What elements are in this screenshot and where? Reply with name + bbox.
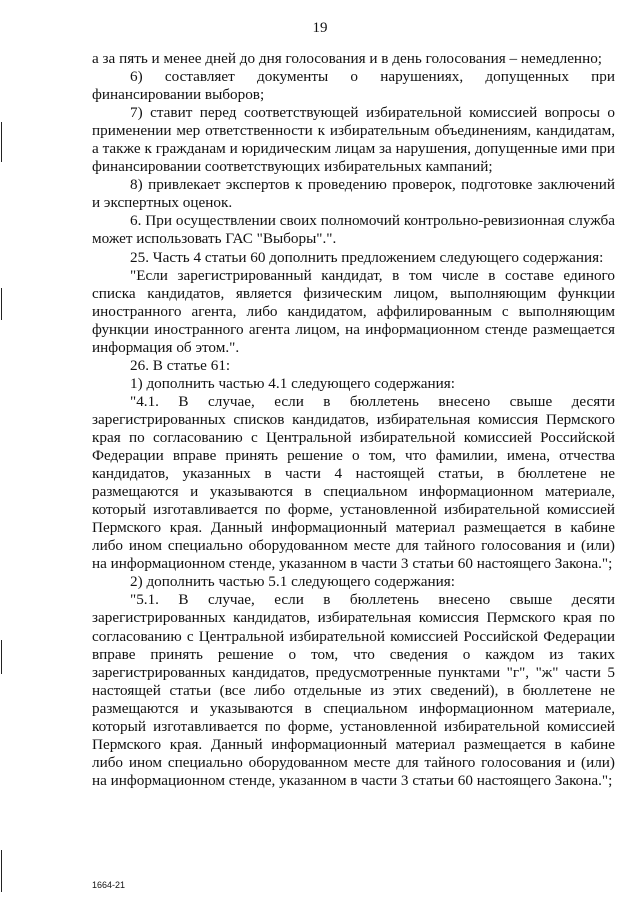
paragraph: "4.1. В случае, если в бюллетень внесено свыше десяти зарегистрированных списков кандидатов, избирательная комиссия Пермского края по согласованию с Центральной избирательной комиссией Российской Федерации вправе принять решение о том, что фамилии, имена, отчества кандидатов, указанных в части 4 настоящей статьи, в бюллетене не размещаются и указываются в специальном информационном материале, который изготавливается по форме, установленной избирательной комиссией Пермского края. Данный информационный материал размещается в кабине либо ином специально оборудованном месте для тайного голосования и (или) на информационном стенде, указанном в части 3 статьи 60 настоящего Закона.";: [92, 392, 615, 573]
left-edge-mark: [1, 122, 2, 162]
paragraph: 2) дополнить частью 5.1 следующего содержания:: [130, 573, 455, 591]
left-edge-mark: [1, 640, 2, 674]
paragraph: 25. Часть 4 статьи 60 дополнить предложением следующего содержания:: [130, 248, 604, 266]
paragraph: 6) составляет документы о нарушениях, допущенных при финансировании выборов;: [92, 68, 615, 104]
paragraph: "5.1. В случае, если в бюллетень внесено свыше десяти зарегистрированных кандидатов, избирательная комиссия Пермского края по согласованию с Центральной избирательной комиссией Российской Федерации вправе принять решение о том, что сведения о каждом из таких зарегистрированных кандидатов, предусмотренные пунктами "г", "ж" части 5 настоящей статьи (все либо отдельные из этих сведений), в бюллетене не размещаются и указываются в специальном информационном материале, который изготавливается по форме, установленной избирательной комиссией Пермского края. Данный информационный материал размещается в кабине либо ином специально оборудованном месте для тайного голосования и (или) на информационном стенде, указанном в части 3 статьи 60 настоящего Закона.";: [92, 591, 615, 789]
document-text: [92, 50, 615, 790]
paragraph: 8) привлекает экспертов к проведению проверок, подготовке заключений и экспертных оценок.: [92, 176, 615, 212]
page-number: 19: [312, 20, 328, 36]
paragraph: 7) ставит перед соответствующей избирательной комиссией вопросы о применении мер ответственности к избирательным объединениям, кандидатам, а также к гражданам и юридическим лицам за нарушения, допущенные ими при финансировании соответствующих избирательных кампаний;: [92, 104, 615, 176]
paragraph: а за пять и менее дней до дня голосования и в день голосования – немедленно;: [92, 50, 603, 67]
left-edge-mark: [1, 850, 2, 892]
document-code: 1664-21: [92, 880, 126, 890]
left-edge-mark: [1, 288, 2, 320]
paragraph: 1) дополнить частью 4.1 следующего содержания:: [130, 374, 455, 392]
paragraph: "Если зарегистрированный кандидат, в том числе в составе единого списка кандидатов, является физическим лицом, выполняющим функции иностранного агента, либо кандидатом, аффилированным с выполняющим функции иностранного агента лицом, на информационном стенде размещается информация об этом.".: [92, 266, 615, 356]
paragraph: 26. В статье 61:: [130, 356, 231, 374]
paragraph: 6. При осуществлении своих полномочий контрольно-ревизионная служба может использовать ГАС "Выборы".".: [92, 212, 615, 248]
